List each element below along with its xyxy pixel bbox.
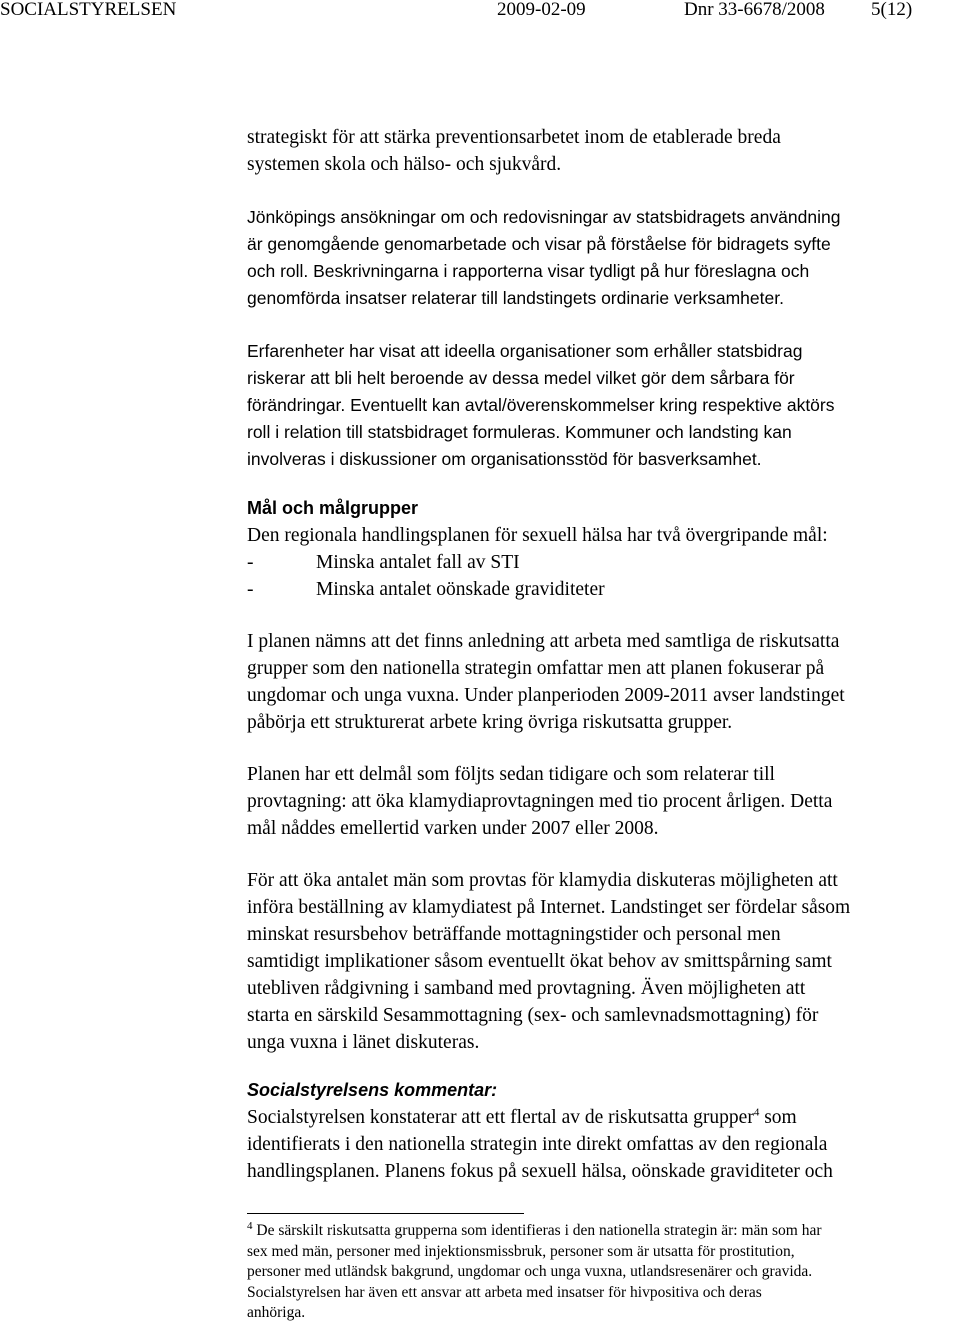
list-dash: - (247, 579, 254, 600)
paragraph-7 (247, 867, 959, 1056)
footnote (247, 1221, 959, 1324)
list-item (247, 576, 959, 603)
text-line: påbörja ett strukturerat arbete kring övriga riskutsatta grupper. (247, 712, 733, 733)
text-line: Erfarenheter har visat att ideella organisationer som erhåller statsbidrag (247, 341, 803, 361)
list-item (247, 549, 959, 576)
text-line: För att öka antalet män som provtas för klamydia diskuteras möjligheten att (247, 870, 838, 891)
footnote-divider (247, 1213, 524, 1214)
text-line: unga vuxna i länet diskuteras. (247, 1032, 480, 1053)
section-goals (247, 495, 959, 603)
text-line (247, 1221, 959, 1242)
header-reference-number: Dnr 33-6678/2008 (684, 0, 825, 20)
text-line: riskerar att bli helt beroende av dessa medel vilket gör dem sårbara för (247, 368, 795, 388)
text-line: anhöriga. (247, 1304, 306, 1321)
section-heading: Mål och målgrupper (247, 498, 419, 518)
text-line: involveras i diskussioner om organisationsstöd för basverksamhet. (247, 449, 762, 469)
text-line: personer med utländsk bakgrund, ungdomar och unga vuxna, utlandsresenärer och gravida. (247, 1263, 813, 1280)
text-line: införa beställning av klamydiatest på Internet. Landstinget ser fördelar såsom (247, 897, 851, 918)
footnote-marker: 4 (247, 1219, 253, 1232)
text-line: grupper som den nationella strategin omfattar men att planen fokuserar på (247, 658, 825, 679)
section-comment (247, 1077, 959, 1185)
header-page-number: 5(12) (871, 0, 913, 20)
paragraph-3 (247, 338, 959, 473)
text-line (247, 1104, 959, 1131)
text-line: minskat resursbehov beträffande mottagningstider och personal men (247, 924, 781, 945)
header-date: 2009-02-09 (497, 0, 586, 20)
list-item-text: Minska antalet fall av STI (316, 552, 520, 573)
text-line: I planen nämns att det finns anledning att arbeta med samtliga de riskutsatta (247, 631, 840, 652)
text-line: handlingsplanen. Planens fokus på sexuell hälsa, oönskade graviditeter och (247, 1161, 833, 1182)
list-item-text: Minska antalet oönskade graviditeter (316, 579, 605, 600)
text-line: roll i relation till statsbidraget formuleras. Kommuner och landsting kan (247, 422, 792, 442)
text-line: Socialstyrelsen har även ett ansvar att arbeta med insatser för hivpositiva och deras (247, 1283, 762, 1301)
text-line: är genomgående genomarbetade och visar på förståelse för bidragets syfte (247, 234, 831, 254)
paragraph-2 (247, 204, 959, 312)
text-line: och roll. Beskrivningarna i rapporterna visar tydligt på hur föreslagna och (247, 261, 810, 281)
text-fragment: Socialstyrelsen konstaterar att ett flertal av de riskutsatta grupper (247, 1107, 754, 1128)
text-line: mål nåddes emellertid varken under 2007 eller 2008. (247, 818, 659, 839)
list-dash: - (247, 552, 254, 573)
text-line: ungdomar och unga vuxna. Under planperioden 2009-2011 avser landstinget (247, 685, 845, 706)
footnote-reference: 4 (753, 1106, 760, 1119)
text-line: provtagning: att öka klamydiaprovtagningen med tio procent årligen. Detta (247, 791, 833, 812)
text-line: genomförda insatser relaterar till landstingets ordinarie verksamheter. (247, 288, 784, 308)
text-line: identifierats i den nationella strategin inte direkt omfattas av den regionala (247, 1134, 828, 1155)
page-header (0, 0, 960, 22)
text-line: förändringar. Eventuellt kan avtal/överenskommelser kring respektive aktörs (247, 395, 835, 415)
text-line: Planen har ett delmål som följts sedan tidigare och som relaterar till (247, 764, 775, 785)
paragraph-1 (247, 124, 959, 178)
text-line: Jönköpings ansökningar om och redovisningar av statsbidragets användning (247, 207, 841, 227)
text-line: starta en särskild Sesammottagning (sex- och samlevnadsmottagning) för (247, 1005, 819, 1026)
text-line: strategiskt för att stärka preventionsarbetet inom de etablerade breda (247, 127, 781, 148)
paragraph-6 (247, 761, 959, 842)
section-heading: Socialstyrelsens kommentar: (247, 1080, 498, 1100)
text-fragment: som (759, 1107, 797, 1128)
text-line: utebliven rådgivning i samband med provtagning. Även möjligheten att (247, 978, 806, 999)
text-line: sex med män, personer med injektionsmissbruk, personer som är utsatta för prostitution, (247, 1242, 795, 1260)
text-fragment: De särskilt riskutsatta grupperna som identifieras i den nationella strategin är: män som har (252, 1222, 822, 1239)
text-line: Den regionala handlingsplanen för sexuell hälsa har två övergripande mål: (247, 525, 828, 546)
paragraph-5 (247, 628, 959, 736)
header-organization: SOCIALSTYRELSEN (0, 0, 177, 20)
text-line: samtidigt implikationer såsom eventuellt ökat behov av smittspårning samt (247, 951, 832, 972)
text-line: systemen skola och hälso- och sjukvård. (247, 154, 562, 175)
